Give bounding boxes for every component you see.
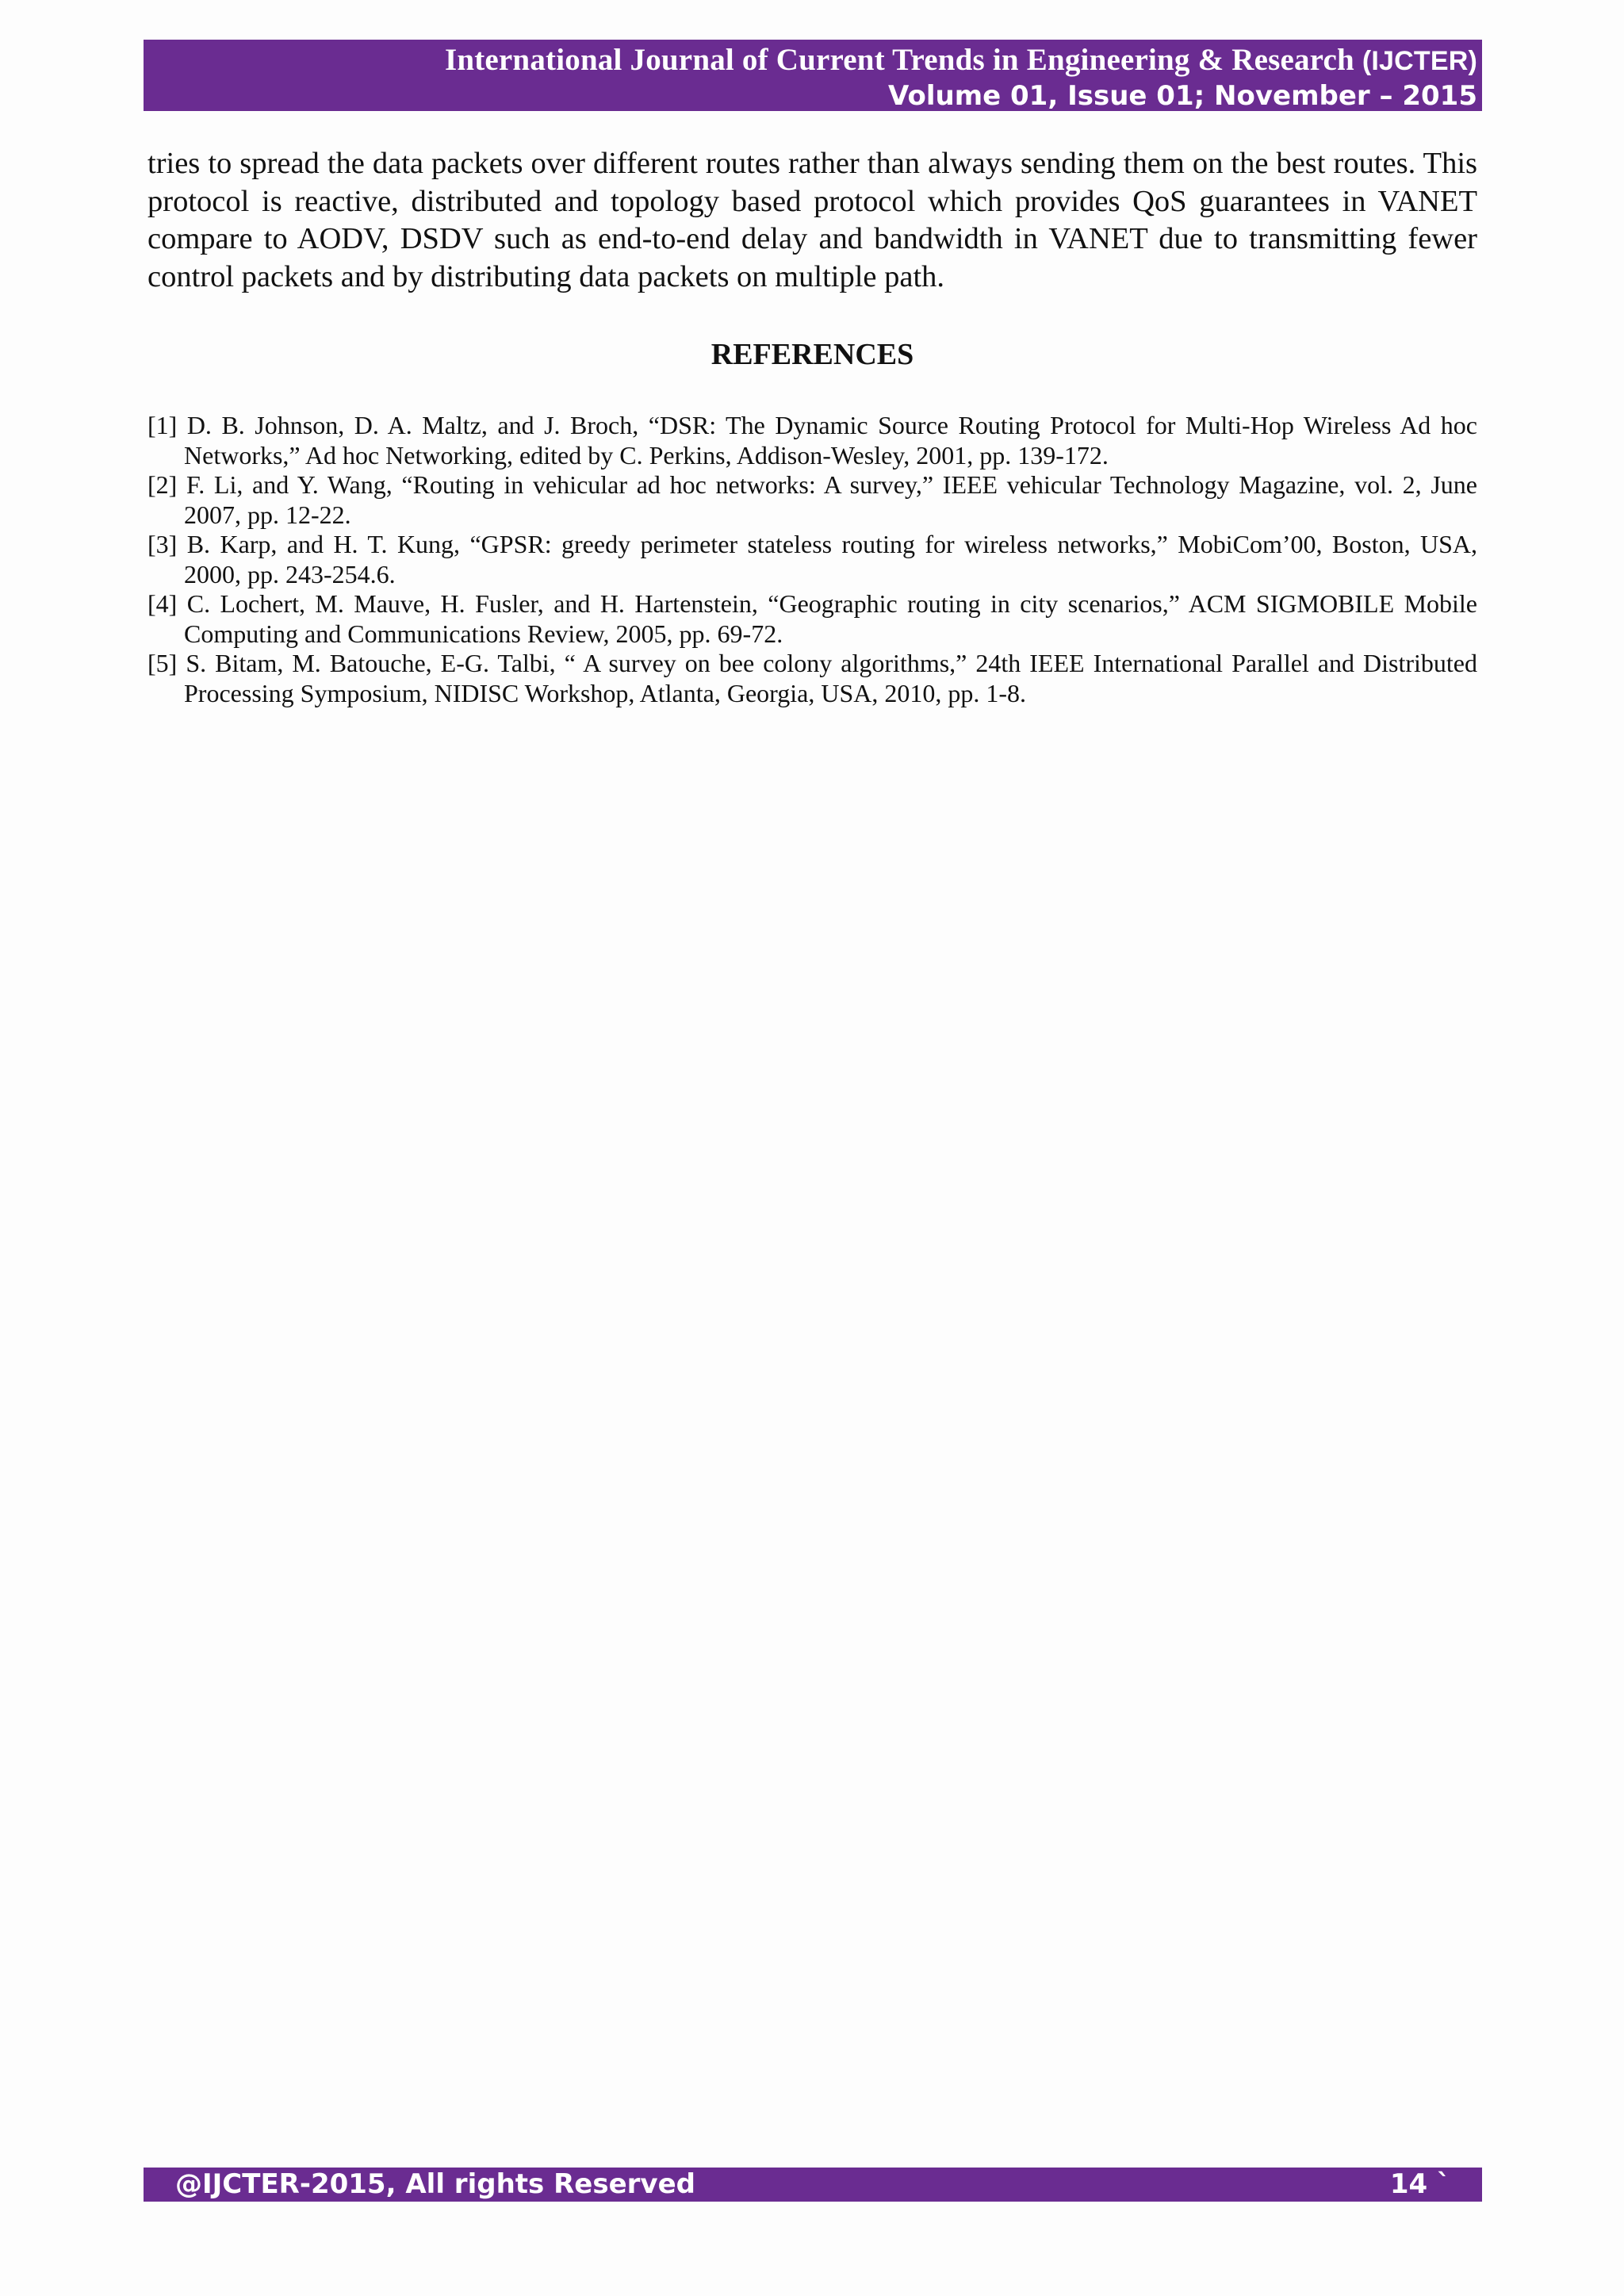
reference-item: [4] C. Lochert, M. Mauve, H. Fusler, and H. Hartenstein, “Geographic routing in city scenarios,” ACM SIGMOBILE Mobile Computing and Communications Review, 2005, pp. 69-72.: [147, 589, 1477, 648]
footer-band: [144, 2168, 1482, 2202]
reference-item: [5] S. Bitam, M. Batouche, E-G. Talbi, “ A survey on bee colony algorithms,” 24th IEEE International Parallel and Distributed Processing Symposium, NIDISC Workshop, Atlanta, Georgia, USA, 2010, pp. 1-8.: [147, 649, 1477, 707]
references-heading: REFERENCES: [710, 338, 914, 371]
page-number: 14 `: [1389, 2168, 1450, 2200]
reference-list: [147, 411, 1477, 708]
copyright-notice: @IJCTER-2015, All rights Reserved: [175, 2168, 695, 2200]
journal-abbreviation: (IJCTER): [1362, 46, 1477, 76]
journal-header-band: [144, 40, 1482, 111]
reference-item: [2] F. Li, and Y. Wang, “Routing in vehicular ad hoc networks: A survey,” IEEE vehicular Technology Magazine, vol. 2, June 2007, pp. 12-22.: [147, 470, 1477, 529]
reference-item: [1] D. B. Johnson, D. A. Maltz, and J. Broch, “DSR: The Dynamic Source Routing Protocol for Multi-Hop Wireless Ad hoc Networks,” Ad hoc Networking, edited by C. Perkins, Addison-Wesley, 2001, pp. 139-172.: [147, 411, 1477, 470]
body-paragraph: tries to spread the data packets over different routes rather than always sending them on the best routes. This protocol is reactive, distributed and topology based protocol which provides QoS guarantees in VANET compare to AODV, DSDV such as end-to-end delay and bandwidth in VANET due to transmitting fewer control packets and by distributing data packets on multiple path.: [147, 147, 1477, 293]
journal-title-line: [144, 41, 1477, 80]
reference-item: [3] B. Karp, and H. T. Kung, “GPSR: greedy perimeter stateless routing for wireless networks,” MobiCom’00, Boston, USA, 2000, pp. 243-254.6.: [147, 530, 1477, 588]
journal-title: International Journal of Current Trends in Engineering & Research: [444, 43, 1354, 77]
issue-line: Volume 01, Issue 01; November – 2015: [888, 80, 1477, 112]
